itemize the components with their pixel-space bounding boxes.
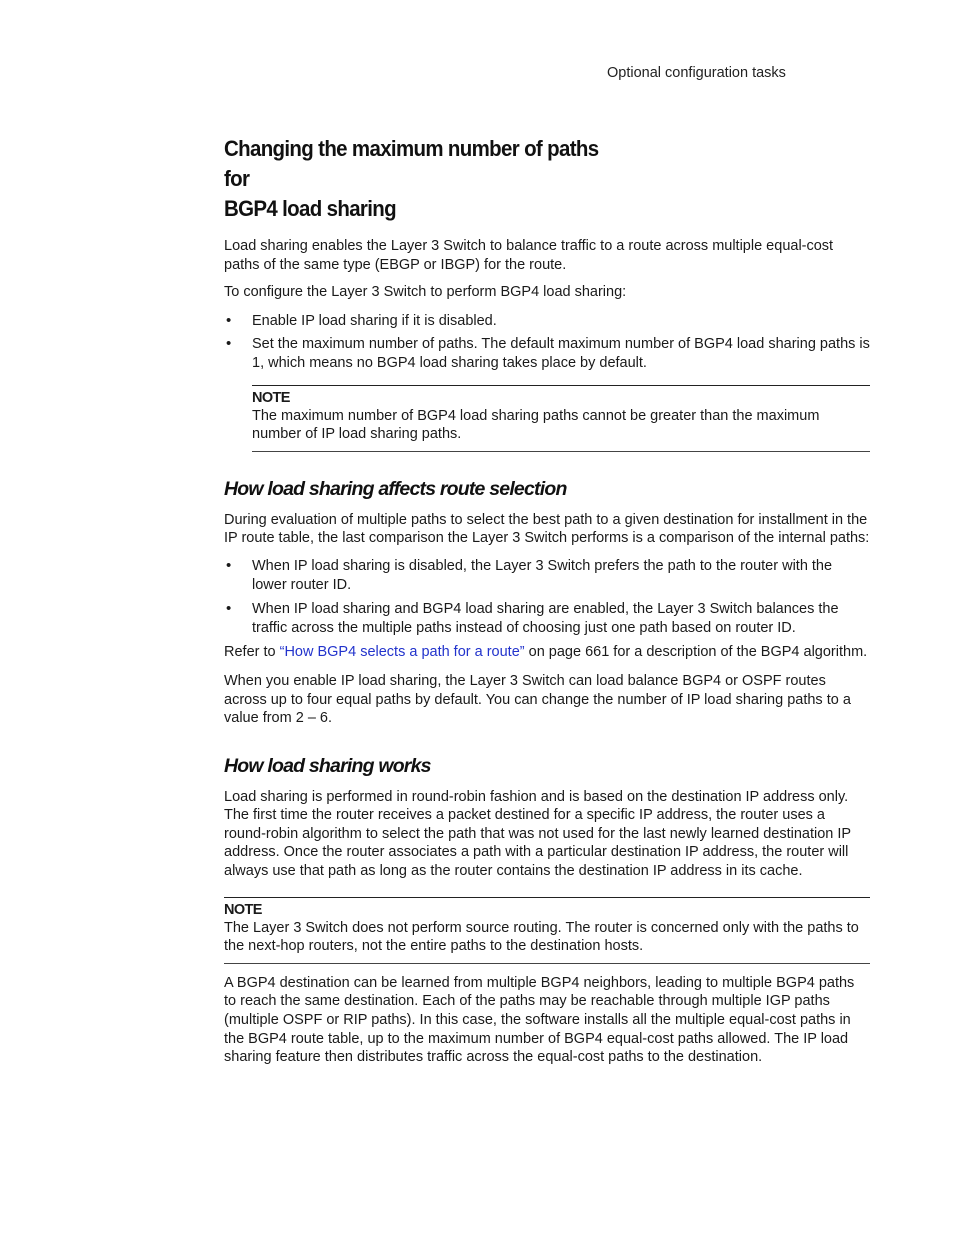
refer-suffix: on page 661 for a description of the BGP4 algorithm. <box>524 644 868 661</box>
running-header: Optional configuration tasks <box>607 65 786 81</box>
closing-paragraph: A BGP4 destination can be learned from multiple BGP4 neighbors, leading to multiple BGP4 paths to reach the same destination. Each of the paths may be reachable through multiple IGP paths (multiple OSPF or RIP paths). In this case, the software installs all the multiple equal-cost paths in the BGP4 route table, up to the maximum number of BGP4 equal-cost paths allowed. The IP load sharing feature then distributes traffic across the equal-cost paths to the destination. <box>224 974 855 1066</box>
section-title-line1: Changing the maximum number of paths for <box>224 136 599 191</box>
cross-reference-link[interactable]: “How BGP4 selects a path for a route” <box>279 644 525 661</box>
refer-prefix: Refer to <box>224 644 280 661</box>
route-selection-list <box>224 557 870 637</box>
refer-paragraph <box>224 643 870 662</box>
heading-how-works: How load sharing works <box>224 754 431 777</box>
section-title-line2: BGP4 load sharing <box>224 196 396 221</box>
note-text: The maximum number of BGP4 load sharing paths cannot be greater than the maximum number of IP load sharing paths. <box>252 407 820 443</box>
note-box <box>252 385 870 452</box>
note-label: NOTE <box>252 389 290 406</box>
configure-lead: To configure the Layer 3 Switch to perform BGP4 load sharing: <box>224 284 627 301</box>
heading-route-selection: How load sharing affects route selection <box>224 477 567 500</box>
configure-steps-list <box>224 312 870 373</box>
list-item: • When IP load sharing and BGP4 load sharing are enabled, the Layer 3 Switch balances the traffic across the multiple paths instead of choosing just one path based on router ID. <box>224 600 870 637</box>
list-item: • Enable IP load sharing if it is disabled. <box>224 312 870 331</box>
list-item: • Set the maximum number of paths. The default maximum number of BGP4 load sharing paths is 1, which means no BGP4 load sharing takes place by default. <box>224 335 870 372</box>
note-box <box>224 897 870 964</box>
section-title <box>224 134 624 224</box>
route-selection-intro: During evaluation of multiple paths to select the best path to a given destination for installment in the IP route table, the last comparison the Layer 3 Switch performs is a comparison of the internal paths: <box>224 511 870 547</box>
enable-paragraph: When you enable IP load sharing, the Layer 3 Switch can load balance BGP4 or OSPF routes across up to four equal paths by default. You can change the number of IP load sharing paths to a value from 2 – 6. <box>224 672 851 727</box>
page-content <box>224 134 870 1067</box>
note-text: The Layer 3 Switch does not perform source routing. The router is concerned only with the paths to the next-hop routers, not the entire paths to the destination hosts. <box>224 919 859 955</box>
note-label: NOTE <box>224 901 262 918</box>
how-works-body: Load sharing is performed in round-robin fashion and is based on the destination IP address only. The first time the router receives a packet destined for a specific IP address, the router uses a round-robin algorithm to select the path that was not used for the last newly learned destination IP address. Once the router associates a path with a particular destination IP address, the router will always use that path as long as the router contains the destination IP address in its cache. <box>224 788 851 880</box>
section-intro: Load sharing enables the Layer 3 Switch to balance traffic to a route across multiple equal-cost paths of the same type (EBGP or IBGP) for the route. <box>224 238 834 273</box>
list-item: • When IP load sharing is disabled, the Layer 3 Switch prefers the path to the router with the lower router ID. <box>224 557 870 594</box>
